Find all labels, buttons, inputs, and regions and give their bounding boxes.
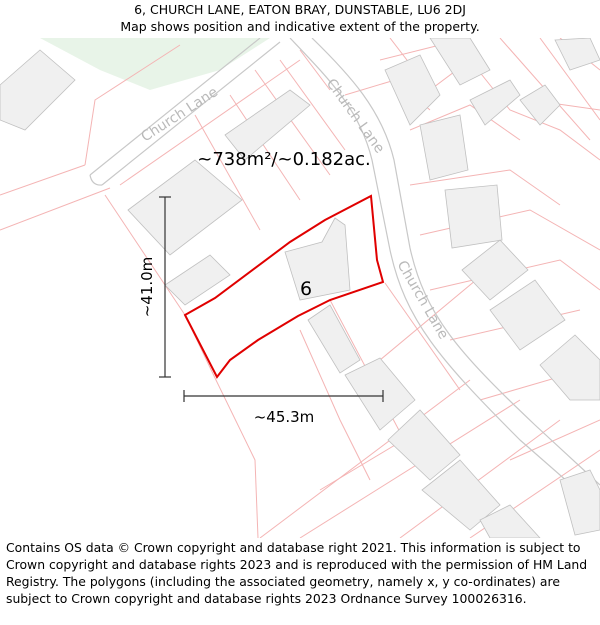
road-label-church-lane-1: Church Lane [138, 84, 221, 146]
area-label: ~738m²/~0.182ac. [197, 149, 371, 170]
property-map[interactable] [0, 38, 600, 538]
width-label: ~45.3m [253, 408, 315, 426]
road-label-church-lane-3: Church Lane [393, 258, 452, 343]
width-measure [184, 390, 383, 402]
height-label: ~41.0m [138, 256, 156, 318]
map-subtitle: Map shows position and indicative extent of the property. [120, 19, 480, 34]
green-area [40, 38, 270, 90]
property-address: 6, CHURCH LANE, EATON BRAY, DUNSTABLE, LU6 2DJ [134, 2, 466, 17]
copyright-notice: Contains OS data © Crown copyright and database right 2021. This information is subject to Crown copyright and database rights 2023 and is reproduced with the permission of HM Land Registry. The polygons (including the associated geometry, namely x, y co-ordinates) are subject to Crown copyright and database rights 2023 Ordnance Survey 100026316. [6, 540, 588, 606]
road-label-church-lane-2: Church Lane [322, 75, 388, 157]
map-header [0, 0, 600, 39]
plot-number: 6 [299, 278, 313, 300]
